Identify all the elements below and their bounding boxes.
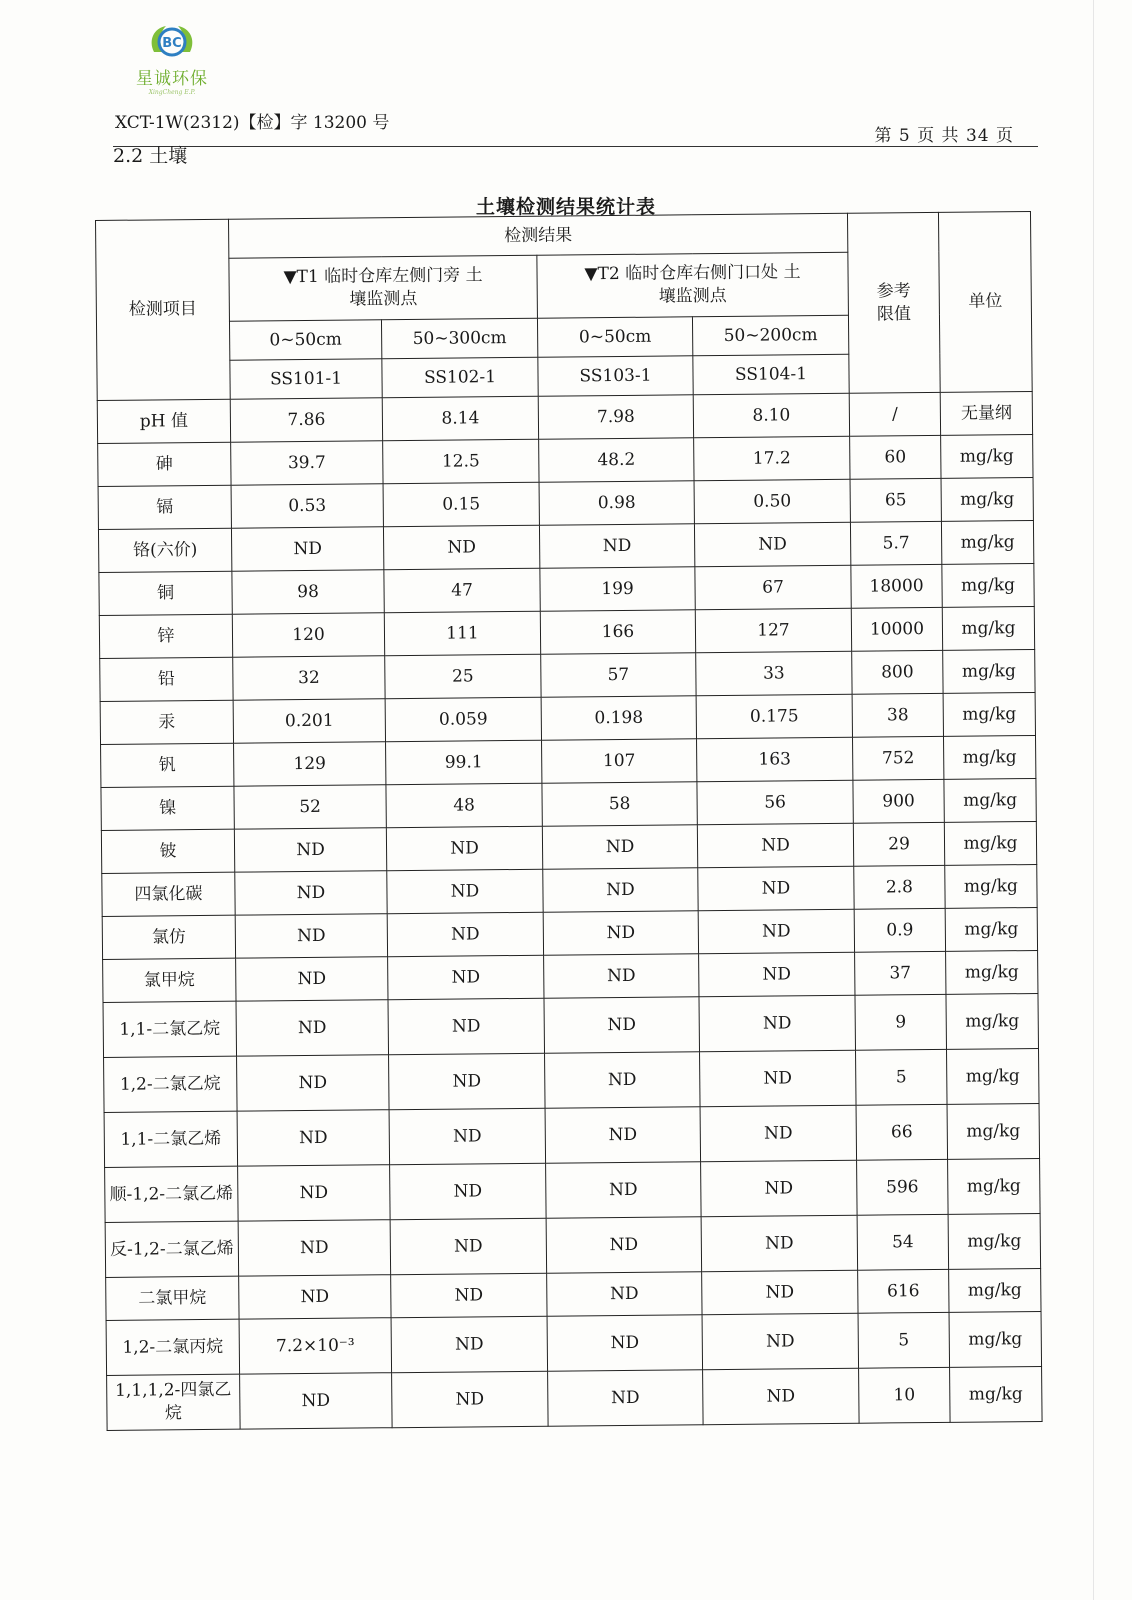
cell-t1-deep: ND [387, 912, 543, 956]
cell-limit: 37 [855, 951, 946, 995]
cell-unit: mg/kg [949, 1311, 1042, 1367]
cell-t2-surface: ND [543, 911, 698, 955]
page-number: 第 5 页 共 34 页 [874, 126, 1014, 146]
header-sample-id: SS102-1 [382, 357, 538, 397]
cell-t2-deep: ND [699, 995, 856, 1051]
cell-t2-deep: ND [698, 909, 854, 953]
cell-item: 铬(六价) [98, 528, 231, 572]
cell-limit: 5 [856, 1049, 948, 1105]
cell-t1-surface: 0.201 [233, 699, 385, 743]
cell-t2-surface: ND [545, 1052, 701, 1108]
cell-unit: mg/kg [946, 950, 1038, 994]
cell-t1-surface: ND [239, 1275, 391, 1319]
cell-item: 汞 [100, 700, 233, 744]
cell-item: 顺-1,2-二氯乙烯 [105, 1166, 239, 1222]
company-sub: XingCheng E.P. [148, 89, 196, 96]
cell-limit: 5 [858, 1312, 950, 1368]
cell-t1-surface: 39.7 [231, 441, 383, 485]
cell-t1-surface: 120 [232, 613, 384, 657]
cell-unit: mg/kg [948, 1213, 1041, 1269]
cell-item: 镍 [101, 786, 234, 830]
header-limit: 参考限值 [847, 212, 940, 393]
cell-limit: 752 [853, 736, 944, 780]
cell-item: pH 值 [97, 399, 230, 443]
cell-unit: mg/kg [944, 821, 1036, 865]
cell-t1-surface: ND [234, 828, 386, 872]
cell-unit: mg/kg [943, 649, 1035, 693]
cell-t1-deep: 48 [386, 783, 542, 827]
cell-t2-deep: ND [703, 1368, 860, 1424]
scan-edge-line [1093, 0, 1094, 1600]
cell-unit: mg/kg [941, 478, 1033, 522]
cell-unit: mg/kg [943, 692, 1035, 736]
cell-t2-deep: ND [699, 952, 855, 996]
cell-unit: mg/kg [941, 521, 1033, 565]
cell-t1-deep: 8.14 [382, 396, 538, 440]
cell-t1-deep: ND [386, 826, 542, 870]
results-table-wrapper [95, 211, 1042, 1431]
header-item: 检测项目 [96, 219, 231, 400]
cell-t1-deep: 47 [384, 568, 540, 612]
cell-limit: 0.9 [854, 908, 945, 952]
cell-item: 钒 [101, 743, 234, 787]
cell-unit: mg/kg [948, 1158, 1041, 1214]
table-row [105, 1158, 1040, 1222]
cell-limit: 54 [857, 1214, 949, 1270]
cell-t2-surface: ND [539, 524, 694, 568]
table-row [105, 1213, 1040, 1277]
cell-t2-deep: ND [702, 1313, 859, 1369]
cell-t2-deep: ND [694, 522, 850, 566]
cell-t1-deep: ND [387, 869, 543, 913]
svg-text:BC: BC [162, 36, 182, 51]
cell-item: 反-1,2-二氯乙烯 [105, 1221, 239, 1277]
cell-t1-deep: 0.059 [385, 697, 541, 741]
header-rule [113, 146, 1038, 147]
cell-t1-deep: ND [383, 525, 539, 569]
cell-unit: mg/kg [949, 1268, 1041, 1312]
cell-unit: mg/kg [941, 435, 1033, 479]
cell-t2-surface: 0.98 [539, 481, 694, 525]
cell-limit: 9 [855, 994, 947, 1050]
cell-t2-deep: ND [697, 823, 853, 867]
cell-t2-surface: ND [548, 1370, 704, 1426]
header-results: 检测结果 [228, 213, 847, 258]
cell-item: 镉 [98, 485, 231, 529]
cell-limit: 2.8 [854, 865, 945, 909]
cell-t1-deep: 12.5 [383, 439, 539, 483]
cell-t1-deep: 0.15 [383, 482, 539, 526]
header-point-t1: ▼T1 临时仓库左侧门旁 土壤监测点 [229, 255, 538, 321]
company-name: 星诚环保 [136, 69, 208, 89]
cell-limit: 29 [853, 822, 944, 866]
cell-t2-surface: 166 [540, 610, 695, 654]
cell-t2-deep: 67 [695, 565, 851, 609]
cell-unit: mg/kg [942, 607, 1034, 651]
cell-unit: mg/kg [943, 735, 1035, 779]
cell-t1-surface: ND [231, 527, 383, 571]
cell-item: 铜 [99, 571, 232, 615]
cell-t1-surface: 7.2×10⁻³ [239, 1318, 392, 1374]
header-depth: 0~50cm [537, 317, 692, 357]
cell-t2-deep: ND [698, 866, 854, 910]
cell-t1-deep: ND [391, 1316, 548, 1372]
cell-item: 1,1,1,2-四氯乙烷 [107, 1374, 241, 1430]
cell-t1-deep: ND [391, 1273, 547, 1317]
cell-t2-surface: 199 [540, 567, 695, 611]
cell-t1-deep: 111 [384, 611, 540, 655]
cell-limit: 616 [858, 1269, 949, 1313]
cell-unit: mg/kg [944, 778, 1036, 822]
cell-t1-surface: ND [236, 957, 388, 1001]
cell-item: 1,2-二氯乙烷 [104, 1056, 238, 1112]
soil-results-table [95, 211, 1043, 1431]
cell-item: 铅 [100, 657, 233, 701]
document-number: XCT-1W(2312)【检】字 13200 号 [115, 113, 390, 133]
cell-t1-surface: ND [235, 914, 387, 958]
cell-t1-deep: ND [389, 1108, 546, 1164]
cell-t1-surface: ND [235, 871, 387, 915]
table-row [103, 993, 1038, 1057]
cell-t1-deep: 99.1 [386, 740, 542, 784]
cell-t2-surface: 58 [542, 782, 697, 826]
cell-item: 氯仿 [102, 915, 235, 959]
company-logo [122, 22, 222, 96]
cell-t1-deep: ND [392, 1371, 549, 1427]
cell-t2-deep: ND [700, 1105, 857, 1161]
header-depth: 50~200cm [692, 315, 848, 355]
cell-t2-surface: ND [547, 1272, 702, 1316]
table-row [106, 1311, 1041, 1375]
cell-item: 1,1-二氯乙烷 [103, 1001, 237, 1057]
cell-limit: 60 [850, 435, 941, 479]
cell-t1-surface: 7.86 [230, 398, 382, 442]
table-title: 土壤检测结果统计表 [475, 196, 656, 218]
cell-item: 铍 [101, 829, 234, 873]
cell-limit: 18000 [851, 564, 942, 608]
cell-t1-deep: ND [388, 998, 545, 1054]
cell-item: 氯甲烷 [103, 958, 236, 1002]
cell-item: 砷 [98, 442, 231, 486]
table-row [107, 1366, 1042, 1430]
cell-limit: 800 [852, 650, 943, 694]
cell-t1-surface: 0.53 [231, 484, 383, 528]
cell-limit: 65 [850, 478, 941, 522]
cell-t1-surface: ND [237, 1055, 390, 1111]
header-unit: 单位 [938, 212, 1032, 393]
cell-t1-surface: 32 [233, 656, 385, 700]
cell-t2-surface: 7.98 [538, 395, 693, 439]
cell-limit: 900 [853, 779, 944, 823]
cell-limit: 596 [857, 1159, 949, 1215]
cell-t2-surface: 107 [542, 739, 697, 783]
cell-t2-surface: 57 [541, 653, 696, 697]
cell-t1-surface: ND [236, 1000, 389, 1056]
header-sample-id: SS103-1 [538, 356, 693, 396]
cell-t2-deep: ND [701, 1215, 858, 1271]
cell-limit: 38 [852, 693, 943, 737]
cell-t1-deep: ND [390, 1218, 547, 1274]
cell-t2-surface: ND [546, 1217, 702, 1273]
cell-limit: 10 [859, 1367, 951, 1423]
header-sample-id: SS104-1 [693, 354, 849, 394]
cell-item: 1,2-二氯丙烷 [106, 1319, 240, 1375]
cell-t1-surface: 129 [234, 742, 386, 786]
header-depth: 50~300cm [381, 318, 537, 358]
cell-unit: mg/kg [947, 1103, 1040, 1159]
cell-t2-deep: 127 [695, 608, 851, 652]
cell-t1-surface: ND [237, 1110, 390, 1166]
cell-limit: 10000 [851, 607, 942, 651]
cell-unit: mg/kg [942, 564, 1034, 608]
cell-t1-surface: ND [238, 1220, 391, 1276]
cell-t2-deep: 56 [697, 780, 853, 824]
cell-t2-surface: ND [543, 868, 698, 912]
cell-item: 四氯化碳 [102, 872, 235, 916]
cell-item: 二氯甲烷 [106, 1276, 239, 1320]
cell-t2-deep: ND [702, 1270, 858, 1314]
cell-t2-deep: 33 [696, 651, 852, 695]
cell-t1-deep: ND [390, 1163, 547, 1219]
cell-item: 1,1-二氯乙烯 [104, 1111, 238, 1167]
cell-limit: / [849, 392, 940, 436]
cell-t2-surface: 48.2 [539, 438, 694, 482]
company-logo-icon [146, 22, 198, 62]
header-depth: 0~50cm [229, 320, 381, 360]
cell-t2-surface: ND [547, 1315, 703, 1371]
header-sample-id: SS101-1 [230, 359, 382, 399]
cell-unit: mg/kg [945, 864, 1037, 908]
cell-item: 锌 [99, 614, 232, 658]
table-row [104, 1103, 1039, 1167]
cell-limit: 5.7 [850, 521, 941, 565]
cell-unit: mg/kg [945, 907, 1037, 951]
cell-t1-deep: 25 [385, 654, 541, 698]
cell-unit: mg/kg [950, 1366, 1043, 1422]
cell-t2-surface: ND [544, 954, 699, 998]
cell-t2-deep: ND [700, 1050, 857, 1106]
cell-t2-deep: 8.10 [693, 393, 849, 437]
cell-unit: 无量纲 [940, 392, 1032, 436]
cell-t2-deep: ND [701, 1160, 858, 1216]
cell-limit: 66 [856, 1104, 948, 1160]
cell-t2-surface: 0.198 [541, 696, 696, 740]
cell-t1-surface: 98 [232, 570, 384, 614]
cell-t2-surface: ND [545, 1107, 701, 1163]
cell-unit: mg/kg [946, 993, 1039, 1049]
cell-t1-surface: 52 [234, 785, 386, 829]
cell-t1-deep: ND [389, 1053, 546, 1109]
table-row [104, 1048, 1039, 1112]
cell-t2-deep: 0.175 [696, 694, 852, 738]
cell-t1-deep: ND [388, 955, 544, 999]
cell-t2-surface: ND [546, 1162, 702, 1218]
cell-t1-surface: ND [238, 1165, 391, 1221]
header-point-t2: ▼T2 临时仓库右侧门口处 土壤监测点 [537, 252, 849, 318]
cell-unit: mg/kg [947, 1048, 1040, 1104]
cell-t2-deep: 0.50 [694, 479, 850, 523]
cell-t2-surface: ND [544, 997, 700, 1053]
cell-t1-surface: ND [240, 1373, 393, 1429]
section-title: 2.2 土壤 [113, 145, 188, 167]
cell-t2-deep: 163 [697, 737, 853, 781]
cell-t2-deep: 17.2 [694, 436, 850, 480]
cell-t2-surface: ND [542, 825, 697, 869]
